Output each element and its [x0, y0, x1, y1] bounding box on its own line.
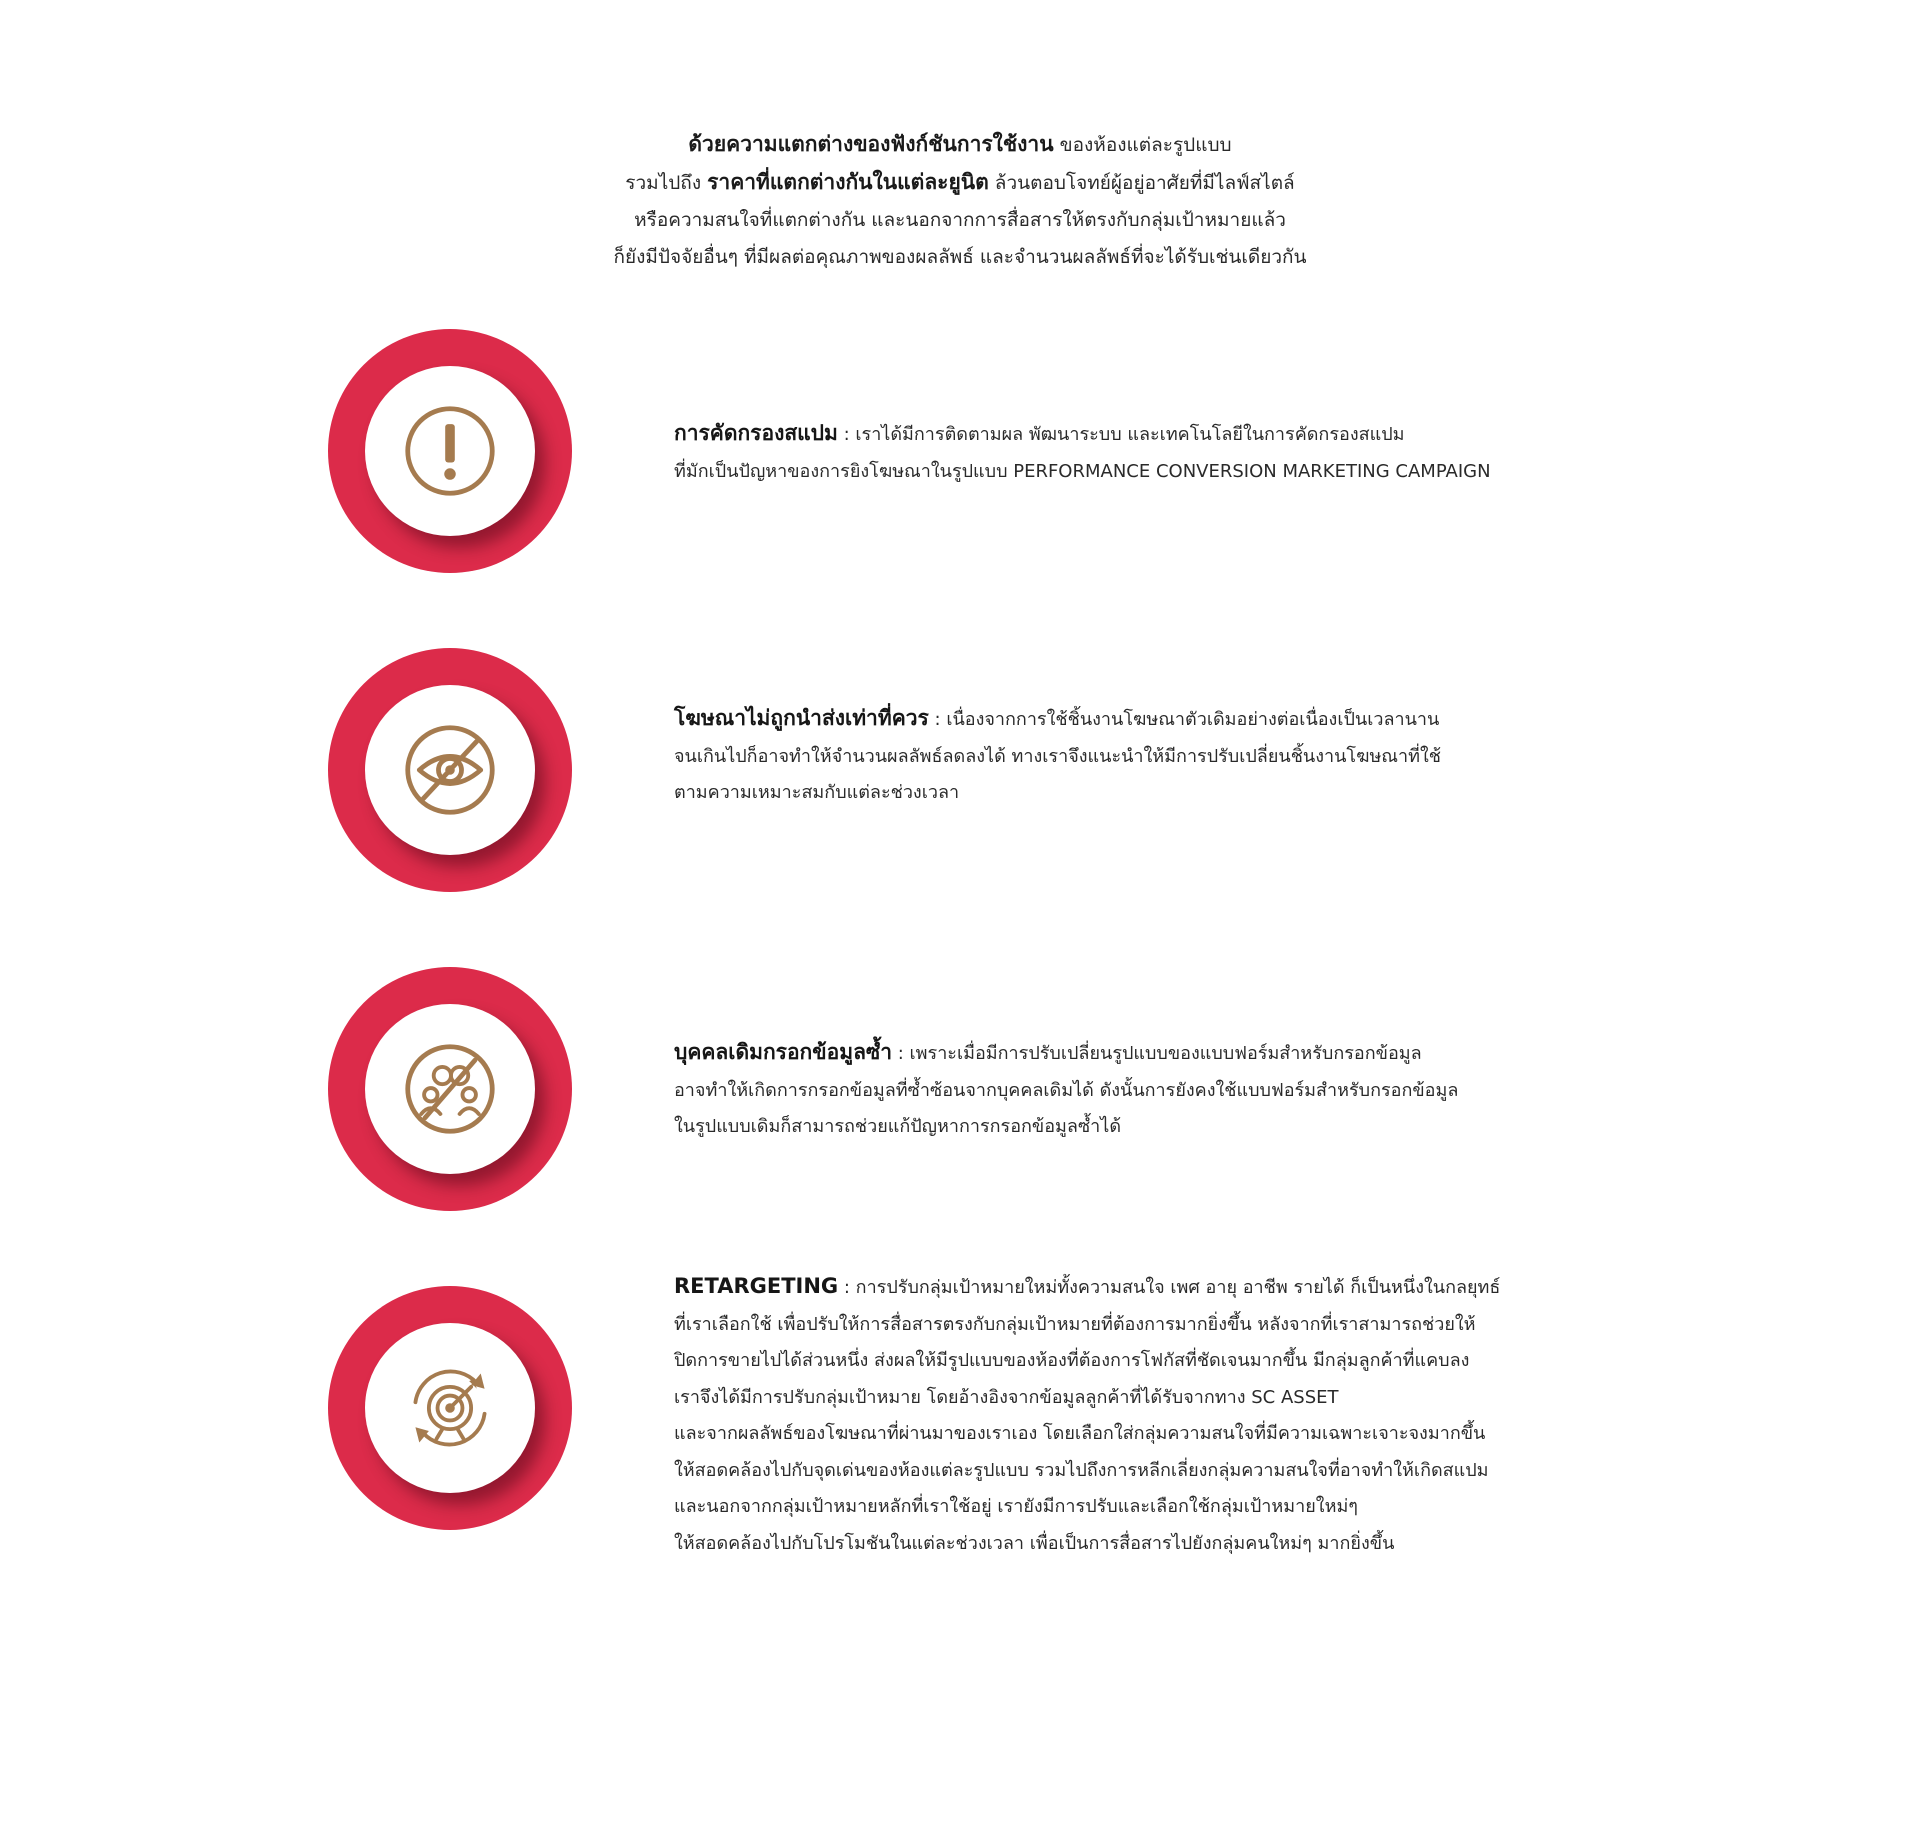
exclamation-icon: [402, 403, 498, 499]
feature-line: เราจึงได้มีการปรับกลุ่มเป้าหมาย โดยอ้างอิงจากข้อมูลลูกค้าที่ได้รับจากทาง SC ASSET: [674, 1386, 1339, 1408]
feature-icon-ring: [328, 1286, 572, 1530]
feature-icon-disc: [365, 1323, 535, 1493]
feature-line: ให้สอดคล้องไปกับโปรโมชันในแต่ละช่วงเวลา เพื่อเป็นการสื่อสารไปยังกลุ่มคนใหม่ๆ มากยิ่งขึ้น: [674, 1532, 1395, 1554]
feature-text: [674, 1268, 1674, 1562]
feature-icon-ring: [328, 967, 572, 1211]
feature-line: ตามความเหมาะสมกับแต่ละช่วงเวลา: [674, 782, 960, 803]
feature-line: ที่เราเลือกใช้ เพื่อปรับให้การสื่อสารตรงกับกลุ่มเป้าหมายที่ต้องการมากยิ่งขึ้น หลังจากที่เราสามารถช่วยให้: [674, 1313, 1476, 1335]
feature-line: ในรูปแบบเดิมก็สามารถช่วยแก้ปัญหาการกรอกข้อมูลซ้ำได้: [674, 1116, 1122, 1137]
feature-line: [674, 1268, 1674, 1307]
feature-line: และจากผลลัพธ์ของโฆษณาที่ผ่านมาของเราเอง โดยเลือกใส่กลุ่มความสนใจที่มีความเฉพาะเจาะจงมากขึ้น: [674, 1423, 1486, 1444]
feature-desc: : เพราะเมื่อมีการปรับเปลี่ยนรูปแบบของแบบฟอร์มสำหรับกรอกข้อมูล: [892, 1043, 1422, 1064]
feature-title: RETARGETING: [674, 1274, 839, 1298]
intro-paragraph: [0, 126, 1920, 276]
retargeting-target-icon: [402, 1360, 498, 1456]
feature-line: [674, 700, 1674, 739]
intro-line-2: [0, 164, 1920, 202]
no-duplicate-users-icon: [402, 1041, 498, 1137]
intro-line-1: [0, 126, 1920, 164]
feature-line: ให้สอดคล้องไปกับจุดเด่นของห้องแต่ละรูปแบบ รวมไปถึงการหลีกเลี่ยงกลุ่มความสนใจที่อาจทำให้เกิดสแปม: [674, 1459, 1489, 1481]
feature-line: และนอกจากกลุ่มเป้าหมายหลักที่เราใช้อยู่ เรายังมีการปรับและเลือกใช้กลุ่มเป้าหมายใหม่ๆ: [674, 1496, 1358, 1517]
feature-desc: : เนื่องจากการใช้ชิ้นงานโฆษณาตัวเดิมอย่างต่อเนื่องเป็นเวลานาน: [928, 709, 1440, 730]
intro-line-2-rest: ล้วนตอบโจทย์ผู้อยู่อาศัยที่มีไลฟ์สไตล์: [988, 172, 1295, 194]
eye-slash-icon: [402, 722, 498, 818]
feature-title: การคัดกรองสแปม: [674, 421, 838, 445]
feature-desc: : การปรับกลุ่มเป้าหมายใหม่ทั้งความสนใจ เพศ อายุ อาชีพ รายได้ ก็เป็นหนึ่งในกลยุทธ์: [838, 1277, 1501, 1298]
feature-line: [674, 415, 1674, 454]
feature-text: [674, 415, 1674, 490]
intro-line-1-rest: ของห้องแต่ละรูปแบบ: [1053, 134, 1232, 156]
feature-text: [674, 1034, 1674, 1146]
feature-icon-ring: [328, 648, 572, 892]
feature-icon-disc: [365, 1004, 535, 1174]
intro-line-3: หรือความสนใจที่แตกต่างกัน และนอกจากการสื่อสารให้ตรงกับกลุ่มเป้าหมายแล้ว: [634, 209, 1286, 231]
intro-line-2-bold: ราคาที่แตกต่างกันในแต่ละยูนิต: [707, 170, 989, 194]
feature-line: ที่มักเป็นปัญหาของการยิงโฆษณาในรูปแบบ PERFORMANCE CONVERSION MARKETING CAMPAIGN: [674, 460, 1491, 482]
feature-title: บุคคลเดิมกรอกข้อมูลซ้ำ: [674, 1040, 892, 1064]
intro-line-2-start: รวมไปถึง: [625, 172, 708, 194]
feature-line: อาจทำให้เกิดการกรอกข้อมูลที่ซ้ำซ้อนจากบุคคลเดิมได้ ดังนั้นการยังคงใช้แบบฟอร์มสำหรับกรอกข้อมูล: [674, 1079, 1459, 1101]
feature-line: จนเกินไปก็อาจทำให้จำนวนผลลัพธ์ลดลงได้ ทางเราจึงแนะนำให้มีการปรับเปลี่ยนชิ้นงานโฆษณาที่ใช้: [674, 745, 1441, 767]
intro-line-4: ก็ยังมีปัจจัยอื่นๆ ที่มีผลต่อคุณภาพของผลลัพธ์ และจำนวนผลลัพธ์ที่จะได้รับเช่นเดียวกัน: [613, 246, 1307, 268]
feature-desc: : เราได้มีการติดตามผล พัฒนาระบบ และเทคโนโลยีในการคัดกรองสแปม: [837, 424, 1405, 445]
feature-line: [674, 1034, 1674, 1073]
intro-line-1-bold: ด้วยความแตกต่างของฟังก์ชันการใช้งาน: [688, 132, 1054, 156]
feature-text: [674, 700, 1674, 812]
feature-icon-disc: [365, 366, 535, 536]
feature-icon-disc: [365, 685, 535, 855]
feature-icon-ring: [328, 329, 572, 573]
feature-title: โฆษณาไม่ถูกนำส่งเท่าที่ควร: [674, 706, 929, 730]
feature-line: ปิดการขายไปได้ส่วนหนึ่ง ส่งผลให้มีรูปแบบของห้องที่ต้องการโฟกัสที่ชัดเจนมากขึ้น มีกลุ่มลูกค้าที่แคบลง: [674, 1350, 1470, 1371]
